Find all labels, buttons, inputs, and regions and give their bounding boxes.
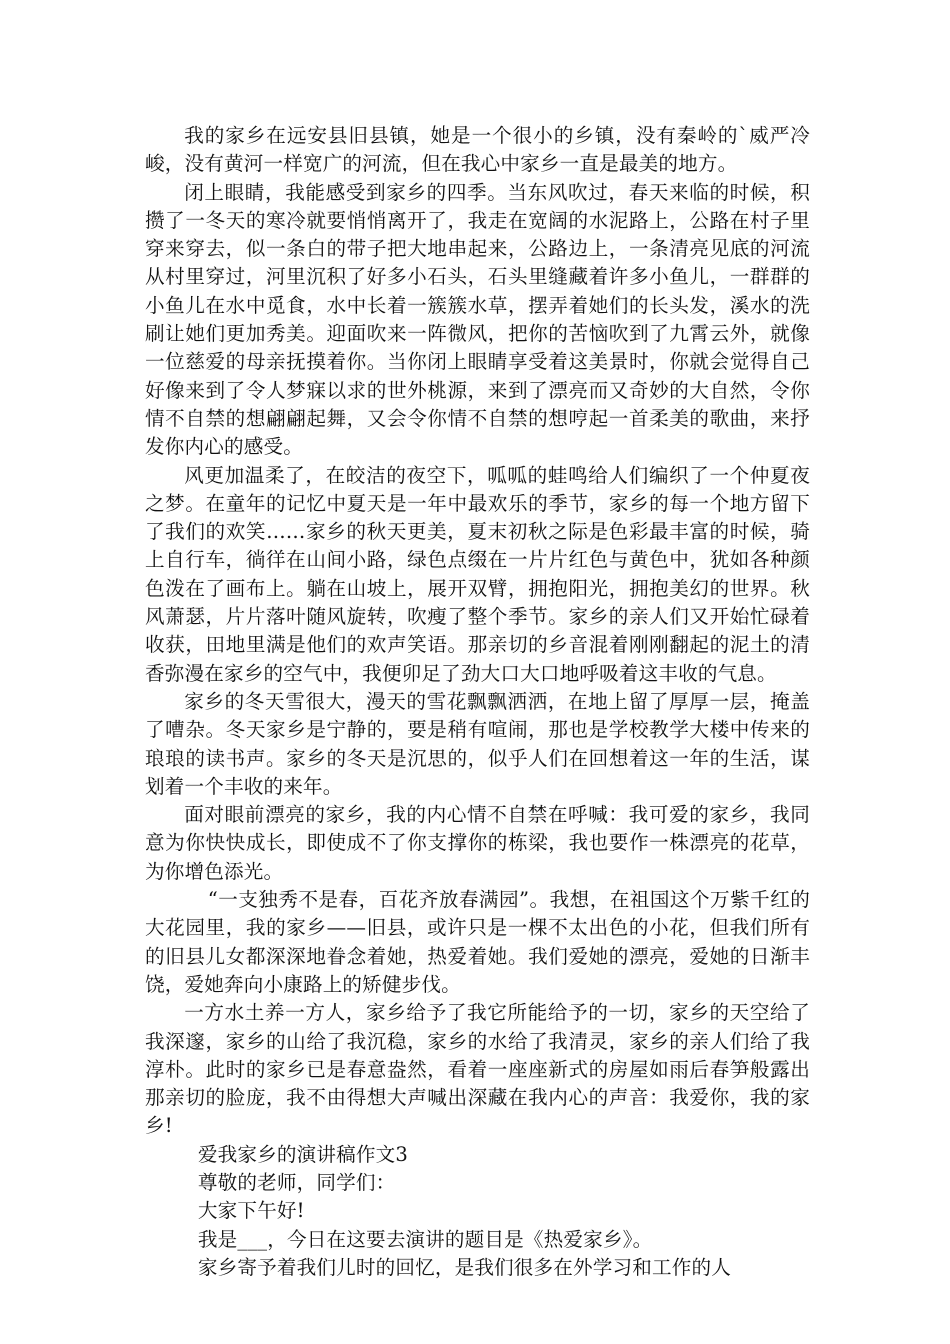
paragraph-gratitude: 一方水土养一方人，家乡给予了我它所能给予的一切，家乡的天空给了我深邃，家乡的山给了我沉稳，家乡的水给了我清灵，家乡的亲人们给了我淳朴。此时的家乡已是春意盎然，看着一座座新式的房屋如雨后春笋般露出那亲切的脸庞，我不由得想大声喊出深藏在我内心的声音：我爱你，我的家乡!: [145, 1001, 810, 1138]
salutation: 尊敬的老师，同学们：: [197, 1170, 396, 1194]
speech-opening: 家乡寄予着我们儿时的回忆，是我们很多在外学习和工作的人: [197, 1255, 731, 1279]
paragraph-winter: 家乡的冬天雪很大，漫天的雪花飘飘洒洒，在地上留了厚厚一层，掩盖了嘈杂。冬天家乡是宁静的，要是稍有喧闹，那也是学校教学大楼中传来的琅琅的读书声。家乡的冬天是沉思的，似乎人们在回想着这一年的生活，谋划着一个丰收的来年。: [145, 689, 810, 798]
speech-topic: 我是___，今日在这要去演讲的题目是《热爱家乡》。: [197, 1227, 653, 1251]
greeting: 大家下午好!: [197, 1199, 305, 1223]
paragraph-summer-autumn: 风更加温柔了，在皎洁的夜空下，呱呱的蛙鸣给人们编织了一个仲夏夜之梦。在童年的记忆中夏天是一年中最欢乐的季节，家乡的每一个地方留下了我们的欢笑……家乡的秋天更美，夏末初秋之际是色彩最丰富的时候，骑上自行车，徜徉在山间小路，绿色点缀在一片片红色与黄色中，犹如各种颜色泼在了画布上。躺在山坡上，展开双臂，拥抱阳光，拥抱美幻的世界。秋风萧瑟，片片落叶随风旋转，吹瘦了整个季节。家乡的亲人们又开始忙碌着收获，田地里满是他们的欢声笑语。那亲切的乡音混着刚刚翻起的泥土的清香弥漫在家乡的空气中，我便卯足了劲大口大口地呼吸着这丰收的气息。: [145, 463, 810, 685]
paragraph-hometown-intro: 我的家乡在远安县旧县镇，她是一个很小的乡镇，没有秦岭的`威严冷峻，没有黄河一样宽广的河流，但在我心中家乡一直是最美的地方。: [145, 124, 810, 176]
paragraph-garden: “一支独秀不是春，百花齐放春满园”。我想，在祖国这个万紫千红的大花园里，我的家乡——旧县，或许只是一棵不太出色的小花，但我们所有的旧县儿女都深深地眷念着她，热爱着她。我们爱她的漂亮，爱她的日渐丰饶，爱她奔向小康路上的矫健步伐。: [145, 888, 810, 996]
paragraph-calling: 面对眼前漂亮的家乡，我的内心情不自禁在呼喊：我可爱的家乡，我同意为你快快成长，即使成不了你支撑你的栋梁，我也要作一株漂亮的花草，为你增色添光。: [145, 803, 810, 883]
document-page: [145, 122, 810, 1282]
paragraph-spring: 闭上眼睛，我能感受到家乡的四季。当东风吹过，春天来临的时候，积攒了一冬天的寒冷就要悄悄离开了，我走在宽阔的水泥路上，公路在村子里穿来穿去，似一条白的带子把大地串起来，公路边上，一条清亮见底的河流从村里穿过，河里沉积了好多小石头，石头里缝藏着许多小鱼儿，一群群的小鱼儿在水中觅食，水中长着一簇簇水草，摆弄着她们的长头发，溪水的洗刷让她们更加秀美。迎面吹来一阵微风，把你的苦恼吹到了九霄云外，就像一位慈爱的母亲抚摸着你。当你闭上眼睛享受着这美景时，你就会觉得自己好像来到了令人梦寐以求的世外桃源，来到了漂亮而又奇妙的大自然，令你情不自禁的想翩翩起舞，又会令你情不自禁的想哼起一首柔美的歌曲，来抒发你内心的感受。: [145, 180, 810, 459]
section-title: 爱我家乡的演讲稿作文3: [197, 1142, 408, 1166]
